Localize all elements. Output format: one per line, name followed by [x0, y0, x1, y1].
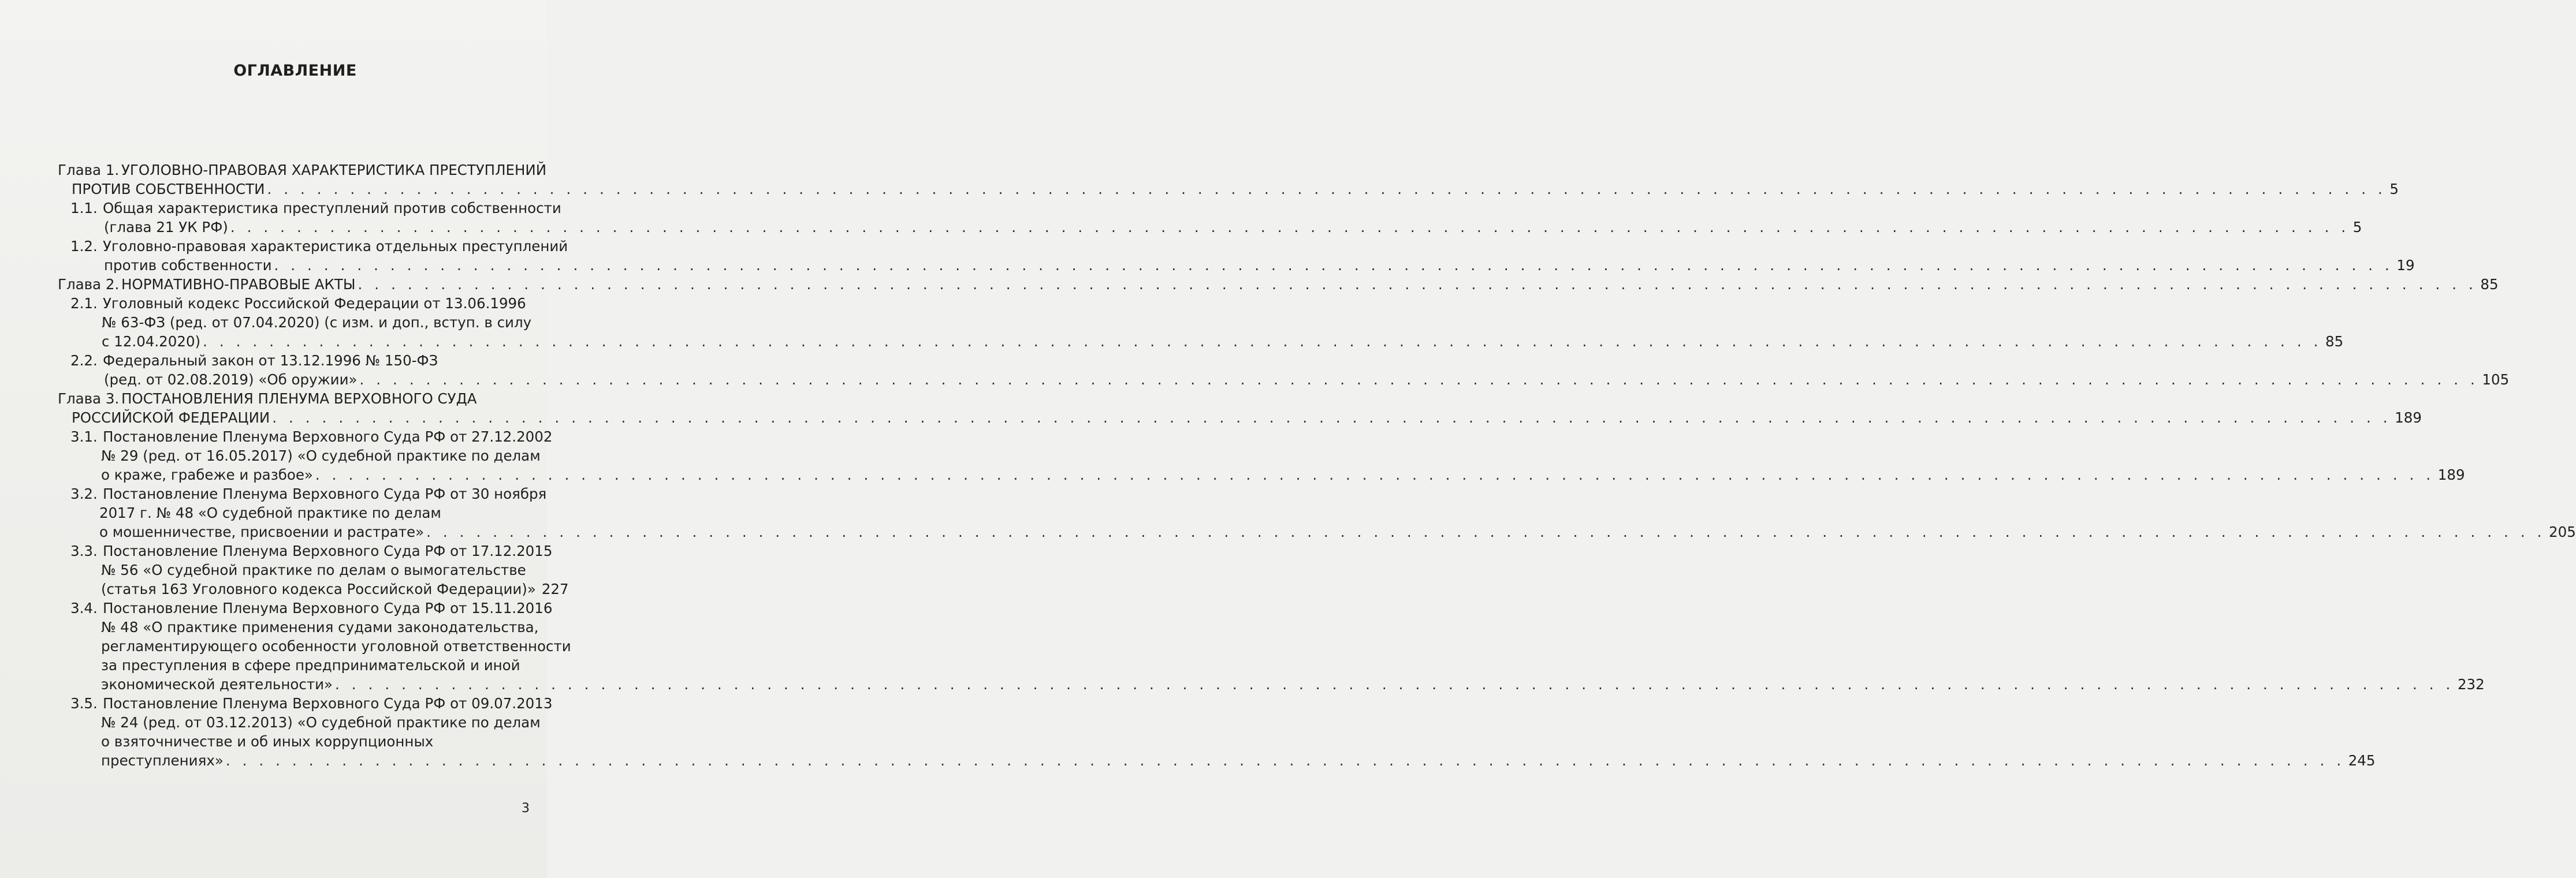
section-3-3-page: 227 [541, 581, 569, 597]
section-1-2-row [0, 256, 2415, 275]
chapter-2-leader [121, 275, 2499, 294]
section-3-4-line [0, 637, 571, 656]
section-3-2-number: 3.2. [70, 485, 98, 502]
page-title: ОГЛАВЛЕНИЕ [233, 62, 357, 80]
section-3-3-text: № 56 «О судебной практике по делам о вымогательстве [101, 562, 526, 578]
section-3-4-text: регламентирующего особенности уголовной ответственности [101, 638, 571, 655]
section-3-5-line [0, 713, 547, 732]
dot-leader: . . . . . . . . . . . . . . . . . . . . . . . . . . . . . . . . . . . . . . . . . . . . . . . . . . . . . . . . . . . . . . . . . . . . . . . . . . . . . . . . . . . . . . . . . . . . . . . . . . . . . . . . . . . . . . . . . . . . . . . . . . . . . . . . [203, 333, 2322, 350]
section-2-1-line [0, 294, 547, 313]
section-2-1-row [0, 332, 2344, 351]
section-1-2-text: Уголовно-правовая характеристика отдельных преступлений [103, 238, 568, 255]
chapter-3-page: 189 [2395, 409, 2422, 426]
section-2-2-page: 105 [2482, 371, 2510, 388]
dot-leader: . . . . . . . . . . . . . . . . . . . . . . . . . . . . . . . . . . . . . . . . . . . . . . . . . . . . . . . . . . . . . . . . . . . . . . . . . . . . . . . . . . . . . . . . . . . . . . . . . . . . . . . . . . . . . . . . . . . . . . . . . . . . . . . . [335, 676, 2454, 693]
section-3-3-row [0, 580, 569, 599]
chapter-2-text: НОРМАТИВНО-ПРАВОВЫЕ АКТЫ [121, 276, 356, 293]
chapter-1-text: ПРОТИВ СОБСТВЕННОСТИ [72, 181, 265, 197]
section-3-5-line [0, 732, 547, 751]
chapter-2-page: 85 [2480, 276, 2499, 293]
section-1-2-line [0, 237, 568, 256]
dot-leader: . . . . . . . . . . . . . . . . . . . . . . . . . . . . . . . . . . . . . . . . . . . . . . . . . . . . . . . . . . . . . . . . . . . . . . . . . . . . . . . . . . . . . . . . . . . . . . . . . . . . . . . . . . . . . . . . . . . . . . . . . . . . . . . . [315, 466, 2434, 483]
section-1-1-page: 5 [2352, 219, 2362, 236]
chapter-3-label: Глава 3. [58, 390, 120, 407]
section-3-2-text: Постановление Пленума Верховного Суда РФ от 30 ноября [103, 485, 547, 502]
section-3-4-page: 232 [2457, 676, 2485, 693]
section-3-2-line [0, 503, 547, 522]
chapter-2-label: Глава 2. [58, 276, 120, 293]
chapter-2-row [0, 275, 2499, 294]
section-3-1-row [0, 465, 2465, 484]
section-3-2-page: 205 [2549, 524, 2576, 540]
section-3-4-text: экономической деятельности» [101, 676, 333, 693]
chapter-1-leader [72, 180, 2399, 199]
section-3-5-row [0, 751, 2376, 770]
section-3-3-number: 3.3. [70, 543, 98, 559]
section-3-2-row [0, 522, 2576, 541]
dot-leader: . . . . . . . . . . . . . . . . . . . . . . . . . . . . . . . . . . . . . . . . . . . . . . . . . . . . . . . . . . . . . . . . . . . . . . . . . . . . . . . . . . . . . . . . . . . . . . . . . . . . . . . . . . . . . . . . . . . . . . . . . . . . . . . . [426, 524, 2546, 540]
section-3-4-text: № 48 «О практике применения судами законодательства, [101, 619, 539, 636]
section-1-2-leader [104, 256, 2415, 275]
dot-leader: . . . . . . . . . . . . . . . . . . . . . . . . . . . . . . . . . . . . . . . . . . . . . . . . . . . . . . . . . . . . . . . . . . . . . . . . . . . . . . . . . . . . . . . . . . . . . . . . . . . . . . . . . . . . . . . . . . . . . . . . . . . . . . . . [267, 181, 2387, 197]
section-3-3-text: (статья 163 Уголовного кодекса Российской Федерации)» [101, 581, 536, 597]
section-2-1-number: 2.1. [70, 295, 98, 312]
chapter-3-text: РОССИЙСКОЙ ФЕДЕРАЦИИ [72, 409, 270, 426]
dot-leader: . . . . . . . . . . . . . . . . . . . . . . . . . . . . . . . . . . . . . . . . . . . . . . . . . . . . . . . . . . . . . . . . . . . . . . . . . . . . . . . . . . . . . . . . . . . . . . . . . . . . . . . . . . . . . . . . . . . . . . . . . . . . . . . . [225, 752, 2345, 769]
section-3-5-leader [101, 751, 2376, 770]
section-3-1-line [0, 427, 553, 446]
section-1-1-text: (глава 21 УК РФ) [104, 219, 228, 236]
section-1-2-number: 1.2. [70, 238, 98, 255]
section-2-1-text: Уголовный кодекс Российской Федерации от 13.06.1996 [103, 295, 526, 312]
section-3-5-page: 245 [2348, 752, 2376, 769]
section-3-2-text: о мошенничестве, присвоении и растрате» [99, 524, 425, 540]
chapter-1-title: УГОЛОВНО-ПРАВОВАЯ ХАРАКТЕРИСТИКА ПРЕСТУПЛЕНИЙ [121, 162, 547, 178]
section-2-1-leader [102, 332, 2344, 351]
section-3-1-text: Постановление Пленума Верховного Суда РФ от 27.12.2002 [103, 428, 553, 445]
section-3-4-number: 3.4. [70, 600, 98, 617]
section-3-3-leader [101, 580, 569, 599]
section-3-4-text: за преступления в сфере предпринимательской и иной [101, 657, 520, 674]
section-2-1-text: № 63-ФЗ (ред. от 07.04.2020) (с изм. и доп., вступ. в силу [102, 314, 532, 331]
dot-leader: . . . . . . . . . . . . . . . . . . . . . . . . . . . . . . . . . . . . . . . . . . . . . . . . . . . . . . . . . . . . . . . . . . . . . . . . . . . . . . . . . . . . . . . . . . . . . . . . . . . . . . . . . . . . . . . . . . . . . . . . . . . . . . . . [272, 409, 2392, 426]
section-1-2-text: против собственности [104, 257, 272, 274]
section-3-4-line [0, 618, 547, 637]
section-3-5-text: № 24 (ред. от 03.12.2013) «О судебной практике по делам [101, 714, 541, 731]
section-3-1-page: 189 [2437, 466, 2465, 483]
chapter-3-title: ПОСТАНОВЛЕНИЯ ПЛЕНУМА ВЕРХОВНОГО СУДА [121, 390, 477, 407]
dot-leader: . . . . . . . . . . . . . . . . . . . . . . . . . . . . . . . . . . . . . . . . . . . . . . . . . . . . . . . . . . . . . . . . . . . . . . . . . . . . . . . . . . . . . . . . . . . . . . . . . . . . . . . . . . . . . . . . . . . . . . . . . . . . . . . . [359, 371, 2479, 388]
dot-leader: . . . . . . . . . . . . . . . . . . . . . . . . . . . . . . . . . . . . . . . . . . . . . . . . . . . . . . . . . . . . . . . . . . . . . . . . . . . . . . . . . . . . . . . . . . . . . . . . . . . . . . . . . . . . . . . . . . . . . . . . . . . . . . . . [274, 257, 2393, 274]
section-2-2-line [0, 351, 547, 370]
section-1-1-number: 1.1. [70, 200, 98, 216]
dot-leader: . . . . . . . . . . . . . . . . . . . . . . . . . . . . . . . . . . . . . . . . . . . . . . . . . . . . . . . . . . . . . . . . . . . . . . . . . . . . . . . . . . . . . . . . . . . . . . . . . . . . . . . . . . . . . . . . . . . . . . . . . . . . . . . . [358, 276, 2477, 293]
page-number: 3 [522, 801, 530, 816]
section-1-1-row [0, 218, 2362, 237]
section-3-4-row [0, 675, 2485, 694]
section-3-2-text: 2017 г. № 48 «О судебной практике по делам [99, 505, 441, 521]
chapter-3-leader [72, 408, 2422, 427]
section-1-1-line [0, 199, 561, 218]
section-3-5-text: о взяточничестве и об иных коррупционных [101, 733, 434, 750]
section-1-2-page: 19 [2396, 257, 2415, 274]
section-2-2-text: Федеральный закон от 13.12.1996 № 150-ФЗ [103, 352, 438, 369]
section-3-1-leader [101, 465, 2465, 484]
section-3-4-leader [101, 675, 2485, 694]
section-3-3-line [0, 541, 553, 561]
chapter-1-row [0, 180, 2399, 199]
section-3-4-line [0, 599, 553, 618]
chapter-3-title-line [0, 389, 547, 408]
section-3-1-text: № 29 (ред. от 16.05.2017) «О судебной практике по делам [101, 447, 541, 464]
section-3-2-line [0, 484, 547, 503]
section-3-1-line [0, 446, 547, 465]
section-1-1-text: Общая характеристика преступлений против собственности [103, 200, 561, 216]
section-3-2-leader [99, 522, 2576, 541]
chapter-1-title-line [0, 160, 547, 180]
section-3-4-line [0, 656, 547, 675]
section-3-4-text: Постановление Пленума Верховного Суда РФ от 15.11.2016 [103, 600, 553, 617]
section-3-1-number: 3.1. [70, 428, 98, 445]
section-2-2-row [0, 370, 2510, 389]
dot-leader: . . . . . . . . . . . . . . . . . . . . . . . . . . . . . . . . . . . . . . . . . . . . . . . . . . . . . . . . . . . . . . . . . . . . . . . . . . . . . . . . . . . . . . . . . . . . . . . . . . . . . . . . . . . . . . . . . . . . . . . . . . . . . . . . [230, 219, 2350, 236]
section-3-3-text: Постановление Пленума Верховного Суда РФ от 17.12.2015 [103, 543, 553, 559]
section-3-5-text: Постановление Пленума Верховного Суда РФ от 09.07.2013 [103, 695, 553, 712]
section-2-1-line [0, 313, 547, 332]
chapter-3-row [0, 408, 2422, 427]
section-1-1-leader [104, 218, 2362, 237]
section-3-5-number: 3.5. [70, 695, 98, 712]
section-2-2-text: (ред. от 02.08.2019) «Об оружии» [104, 371, 358, 388]
chapter-1-page: 5 [2389, 181, 2399, 197]
section-2-1-page: 85 [2325, 333, 2344, 350]
section-3-3-line [0, 561, 547, 580]
section-3-1-text: о краже, грабеже и разбое» [101, 466, 313, 483]
section-2-2-leader [104, 370, 2510, 389]
section-3-5-line [0, 694, 553, 713]
chapter-1-label: Глава 1. [58, 162, 120, 178]
section-2-2-number: 2.2. [70, 352, 98, 369]
table-of-contents [0, 160, 2576, 770]
section-3-5-text: преступлениях» [101, 752, 224, 769]
section-2-1-text: с 12.04.2020) [102, 333, 201, 350]
